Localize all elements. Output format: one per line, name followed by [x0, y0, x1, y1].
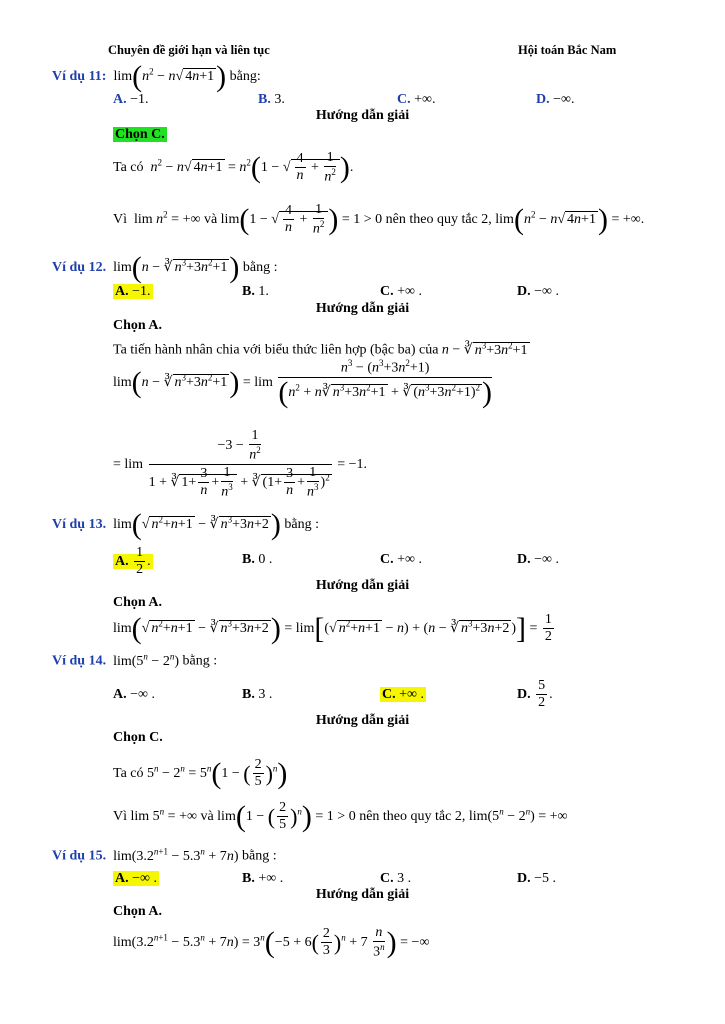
- option-c: C. +∞ .: [382, 687, 425, 702]
- solution-heading: Hướng dẫn giải: [315, 713, 410, 728]
- question-suffix: bằng:: [229, 69, 261, 85]
- example-label: Ví dụ 15.: [52, 848, 107, 864]
- solution-formula: lim(n − ∛ $n^3+3n^2+1) = \lim$ $\frac{n^3 - (n^3+3n^2+1)}{(n^2 + n∛ n^3+3n^2+1 + ∛ (n^3+3n^2+1)^2)}$: [113, 358, 492, 409]
- example-14-question: [52, 651, 217, 670]
- formula: $\lim(5^n - 2^n)$: [109, 651, 179, 669]
- example-12-question: [52, 253, 278, 283]
- solution-heading: Hướng dẫn giải: [315, 887, 410, 902]
- option-c: C. +∞ .: [380, 552, 423, 567]
- formula: $\lim(3.2^{n+1} - 5.3^n + 7n)$: [109, 846, 239, 864]
- option-a: A. −1.: [115, 284, 151, 299]
- solution-formula: = lim −3 − $\frac{1}{n^2}$ 1 + ∛ 1+ $\frac{3}{n}$ + $\frac{1}{n^3}$ + ∛ (1+ $\frac{3}{n}$ + $\frac{1}{n^3}$ )$^2$ = −1.: [113, 428, 367, 500]
- option-a: A. $\frac{1}{2}$ .: [115, 545, 151, 578]
- answer-badge: Chọn C.: [115, 127, 165, 142]
- solution-heading: Hướng dẫn giải: [315, 578, 410, 593]
- option-a: A. −1.: [113, 92, 149, 107]
- option-b: B. 0 .: [242, 552, 273, 567]
- example-label: Ví dụ 13.: [52, 517, 107, 533]
- solution-line: Vì $\lim n^2$ = +∞ và lim(1 − √ $\frac{4}{n}$ + $\frac{1}{n^2}$ ) = 1 > 0 nên theo quy tắc 2, $\lim(n^2 - n√$ 4n+1) = +∞.: [113, 202, 645, 237]
- solution-line: Vì $\lim 5^n$ = +∞ và lim(1 − ( $\frac{2}{5}$ )$^n$) = 1 > 0 nên theo quy tắc 2, $\lim(5^n - 2^n)$ = +∞: [113, 799, 568, 833]
- solution-formula: $\lim(3.2^{n+1} - 5.3^n + 7n) = 3^n(-5 + 6$( $\frac{2}{3}$ )$^n$ + 7 $\frac{n}{3^n}$ ) = −∞: [113, 925, 430, 960]
- solution-heading: Hướng dẫn giải: [315, 108, 410, 123]
- example-label: Ví dụ 12.: [52, 260, 107, 276]
- option-c: C. 3 .: [380, 871, 412, 886]
- example-15-question: [52, 846, 277, 865]
- option-d: D. −∞ .: [517, 552, 560, 567]
- answer-badge: Chọn C.: [113, 730, 163, 745]
- example-11-question: [52, 62, 261, 92]
- example-13-question: [52, 510, 319, 540]
- solution-formula: lim(√ $n^2+n+1$ − ∛ $n^3+3n+2) = \lim[(√$ $n^2+n+1 - n) + (n$ − ∛ $n^3+3n+2$ )] = $\frac{1}{2}$: [113, 611, 552, 645]
- answer-badge: Chọn A.: [113, 904, 163, 919]
- solution-line: Ta tiến hành nhân chia với biểu thức liên hợp (bậc ba) của n − ∛ $n^3+3n^2+1$: [113, 340, 528, 358]
- option-c: C. +∞.: [397, 92, 436, 107]
- formula: lim(n − ∛ $n^3+3n^2+1$): [109, 251, 240, 284]
- option-b: B. +∞ .: [242, 871, 284, 886]
- formula: $\lim(n^2 - n√$ 4n+1): [109, 60, 227, 93]
- option-b: B. 3 .: [242, 687, 273, 702]
- option-b: B. 3.: [258, 92, 285, 107]
- question-suffix: bằng :: [242, 260, 278, 276]
- question-suffix: bằng :: [182, 653, 218, 669]
- example-label: Ví dụ 14.: [52, 653, 107, 669]
- example-label: Ví dụ 11:: [52, 69, 107, 85]
- option-b: B. 1.: [242, 284, 269, 299]
- option-d: D. −5 .: [517, 871, 557, 886]
- question-suffix: bằng :: [241, 848, 277, 864]
- option-a: A. −∞ .: [115, 871, 158, 886]
- answer-badge: Chọn A.: [113, 318, 163, 333]
- option-a: A. −∞ .: [113, 687, 156, 702]
- question-suffix: bằng :: [284, 517, 319, 533]
- solution-heading: Hướng dẫn giải: [315, 301, 410, 316]
- header-left: Chuyên đề giới hạn và liên tục: [108, 43, 270, 57]
- header-right: Hội toán Bắc Nam: [518, 43, 617, 57]
- solution-line: Ta có $5^n - 2^n = 5^n(1$ − ( $\frac{2}{5}$ )$^n$): [113, 756, 288, 790]
- solution-line: Ta có $n^2 - n√$ $4n+1 = n^2(1$ − √ $\frac{4}{n}$ + $\frac{1}{n^2}$ ).: [113, 150, 354, 185]
- formula: lim(√ $n^2+n+1$ − ∛ $n^3+3n+2$): [109, 508, 281, 541]
- option-c: C. +∞ .: [380, 284, 423, 299]
- option-d: D. $\frac{5}{2}$ .: [517, 678, 553, 711]
- option-d: D. −∞ .: [517, 284, 560, 299]
- option-d: D. −∞.: [536, 92, 575, 107]
- answer-badge: Chọn A.: [113, 595, 163, 610]
